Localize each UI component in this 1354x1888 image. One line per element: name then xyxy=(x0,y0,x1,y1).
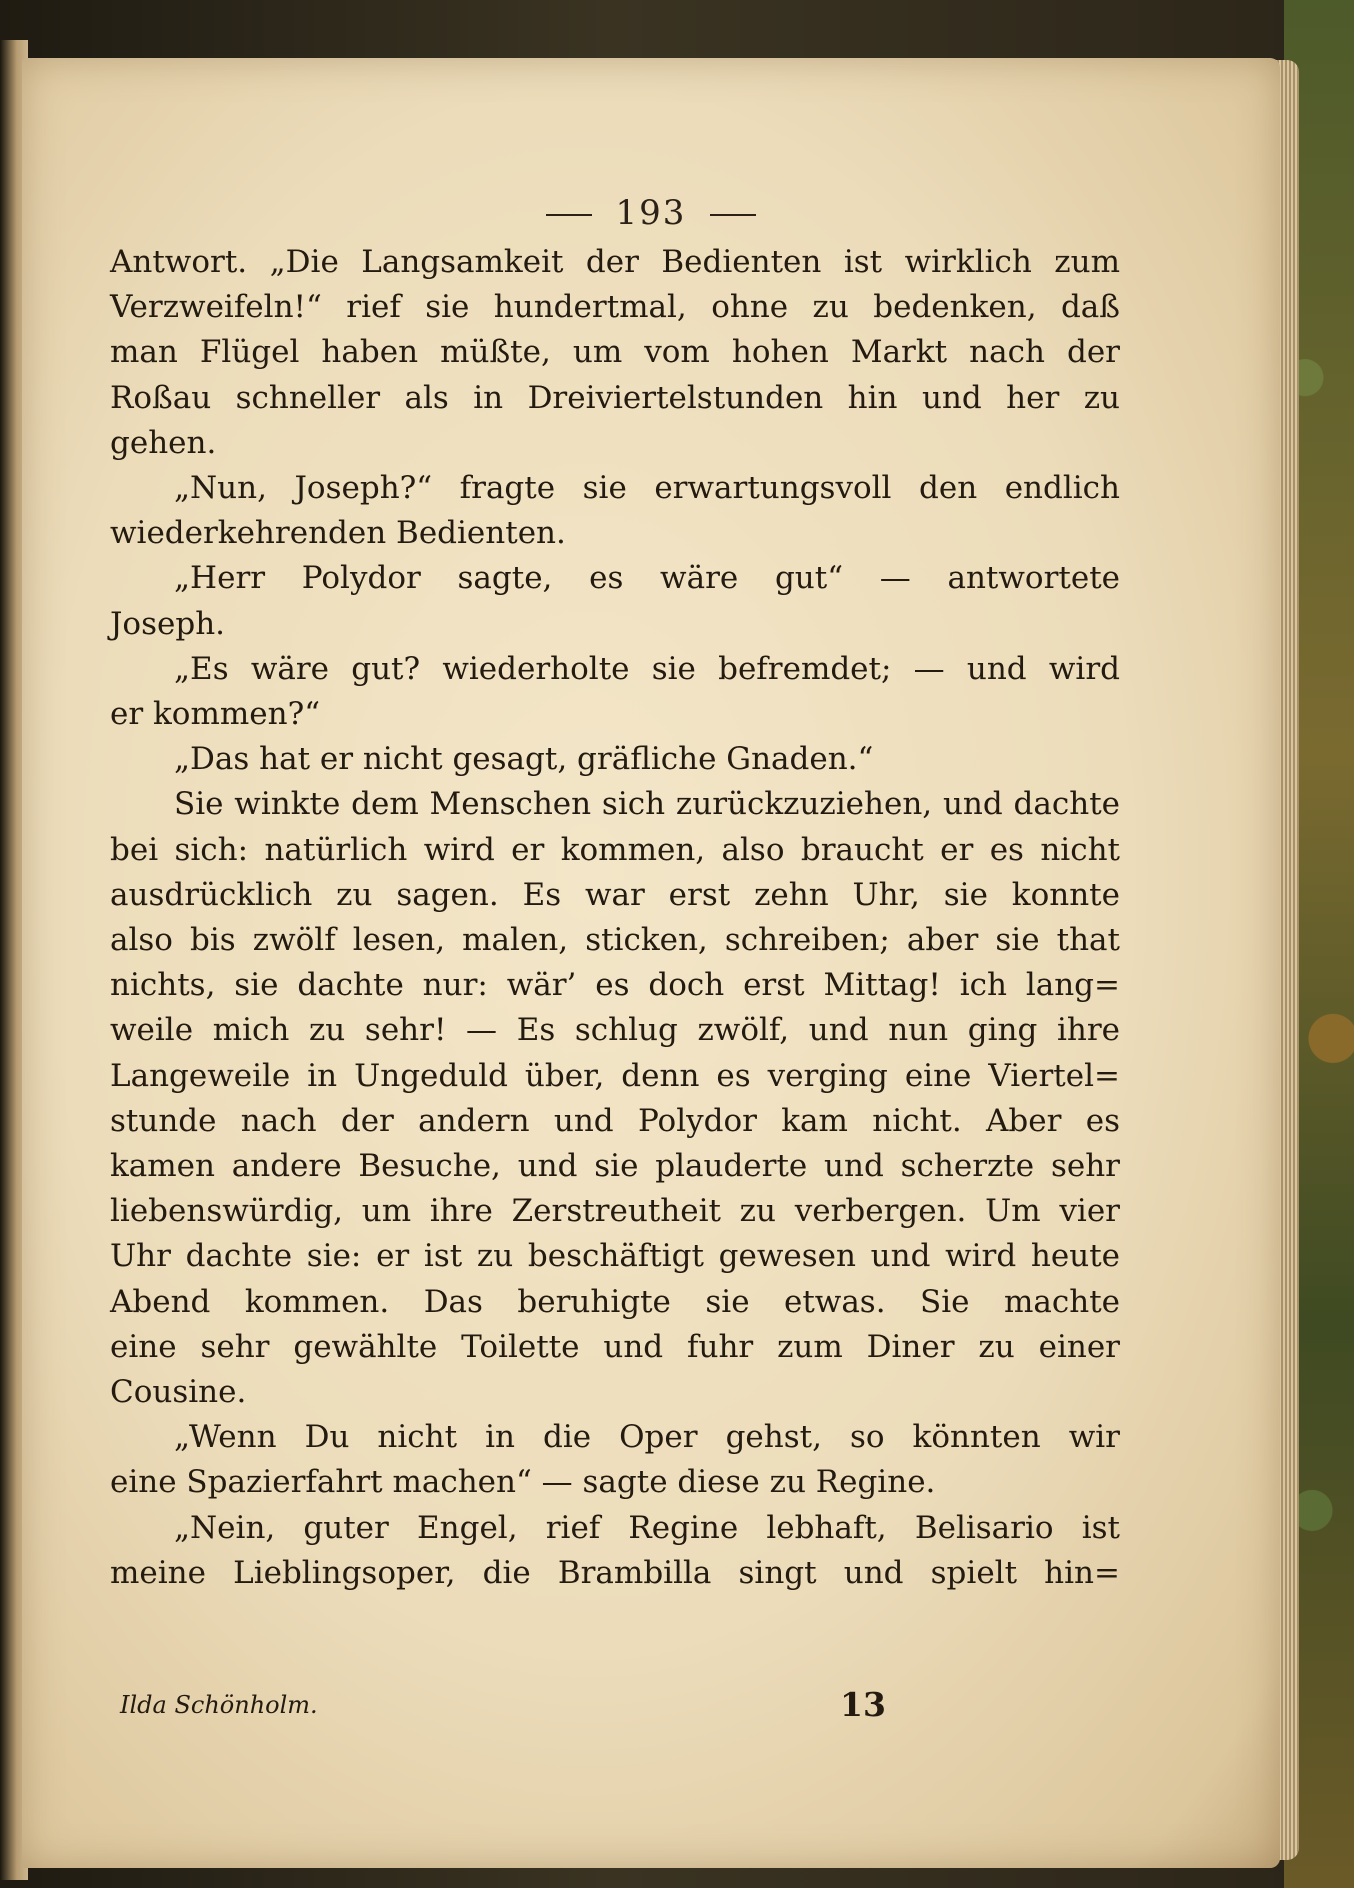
text-line: Roßau schneller als in Dreiviertelstunden hin und her zu xyxy=(110,379,1120,416)
text-line: Uhr dachte sie: er ist zu beschäftigt gewesen und wird heute xyxy=(110,1238,1120,1275)
text-line: „Wenn Du nicht in die Oper gehst, so könnten wir xyxy=(174,1419,1120,1456)
text-line: also bis zwölf lesen, malen, sticken, schreiben; aber sie that xyxy=(110,922,1120,959)
text-line: Cousine. xyxy=(110,1374,247,1411)
text-line: stunde nach der andern und Polydor kam nicht. Aber es xyxy=(110,1102,1120,1139)
text-line: „Nun, Joseph?“ fragte sie erwartungsvoll den endlich xyxy=(174,470,1120,507)
text-line: „Das hat er nicht gesagt, gräfliche Gnaden.“ xyxy=(174,741,874,778)
text-line: wiederkehrenden Bedienten. xyxy=(110,515,566,552)
footer-signature: Ilda Schönholm. xyxy=(120,1691,318,1719)
text-line: Abend kommen. Das beruhigte sie etwas. Sie machte xyxy=(110,1283,1120,1320)
text-line: „Es wäre gut? wiederholte sie befremdet; — und wird xyxy=(174,650,1120,687)
text-line: gehen. xyxy=(110,424,217,461)
page-number: 193 xyxy=(615,193,687,233)
text-line: bei sich: natürlich wird er kommen, also braucht er es nicht xyxy=(110,831,1120,868)
text-line: kamen andere Besuche, und sie plauderte und scherzte sehr xyxy=(110,1148,1120,1185)
body-text xyxy=(110,240,1120,1596)
page-header xyxy=(22,193,1280,233)
text-line: er kommen?“ xyxy=(110,696,321,733)
text-line: „Herr Polydor sagte, es wäre gut“ — antwortete xyxy=(174,560,1120,597)
page-footer xyxy=(120,1685,1120,1725)
text-line: eine sehr gewählte Toilette und fuhr zum Diner zu einer xyxy=(110,1328,1120,1365)
text-line: liebenswürdig, um ihre Zerstreutheit zu verbergen. Um vier xyxy=(110,1193,1120,1230)
text-line: „Nein, guter Engel, rief Regine lebhaft, Belisario ist xyxy=(174,1509,1120,1546)
text-line: Antwort. „Die Langsamkeit der Bedienten ist wirklich zum xyxy=(110,244,1120,280)
text-line: man Flügel haben müßte, um vom hohen Markt nach der xyxy=(110,334,1120,371)
header-dash-right xyxy=(710,214,756,216)
text-line: Joseph. xyxy=(110,605,226,642)
footer-signature-number: 13 xyxy=(840,1685,886,1724)
text-line: weile mich zu sehr! — Es schlug zwölf, und nun ging ihre xyxy=(110,1012,1120,1049)
text-line: Sie winkte dem Menschen sich zurückzuziehen, und dachte xyxy=(174,786,1120,823)
header-dash-left xyxy=(546,214,592,216)
text-line: ausdrücklich zu sagen. Es war erst zehn Uhr, sie konnte xyxy=(110,876,1120,913)
text-line: eine Spazierfahrt machen“ — sagte diese zu Regine. xyxy=(110,1464,936,1501)
text-line: nichts, sie dachte nur: wär’ es doch erst Mittag! ich lang= xyxy=(110,967,1120,1004)
text-line: meine Lieblingsoper, die Brambilla singt und spielt hin= xyxy=(110,1554,1120,1591)
text-line: Verzweifeln!“ rief sie hundertmal, ohne zu bedenken, daß xyxy=(110,289,1120,326)
text-line: Langeweile in Ungeduld über, denn es verging eine Viertel= xyxy=(110,1057,1120,1094)
